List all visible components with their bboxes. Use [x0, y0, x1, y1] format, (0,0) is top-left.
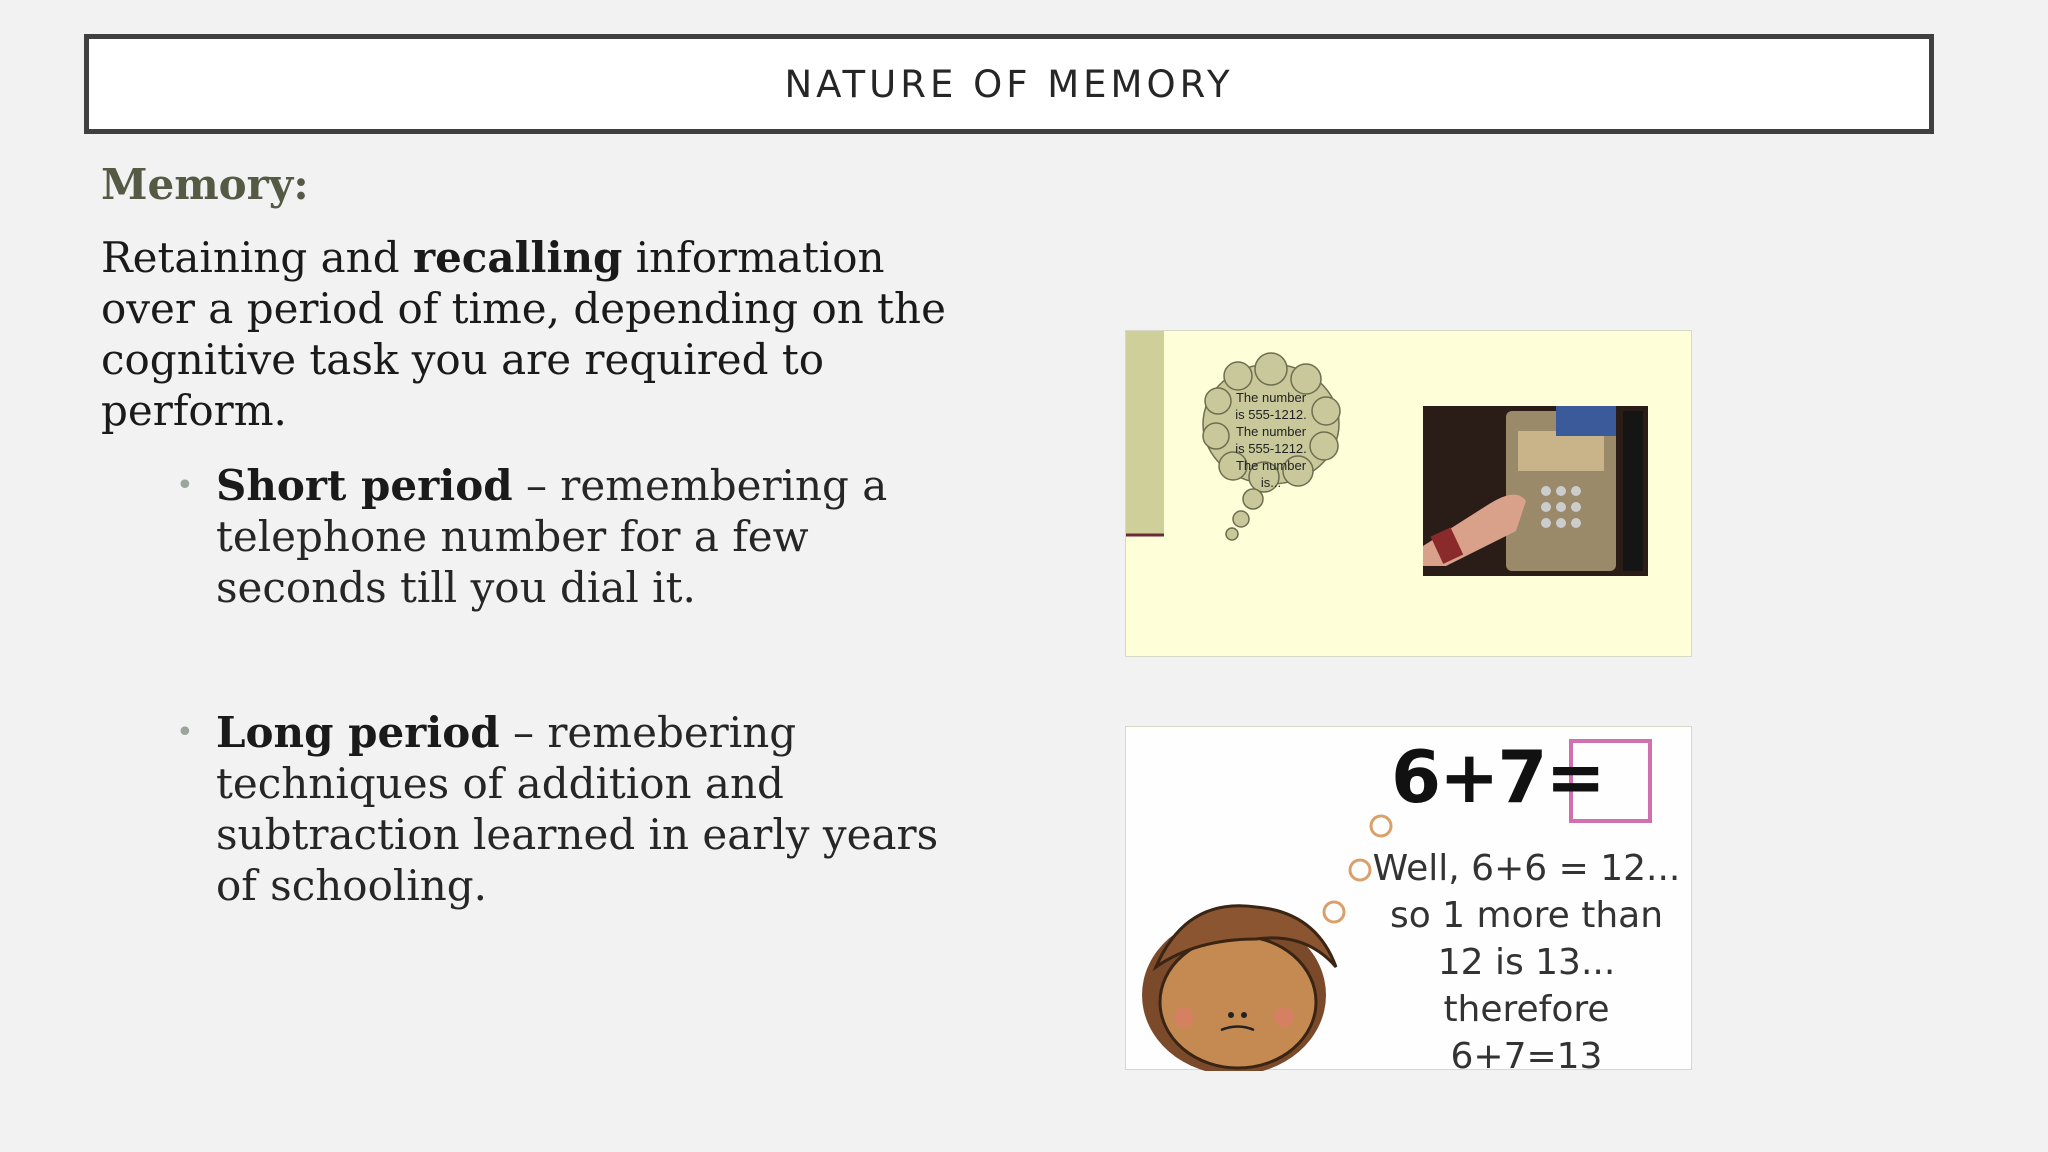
thought-line: The number — [1235, 424, 1307, 439]
thought-line: is 555-1212. — [1235, 407, 1307, 422]
thought-line: The number — [1235, 390, 1307, 405]
bullet-dot-icon: • — [176, 468, 194, 503]
reasoning-line: 12 is 13... — [1437, 942, 1616, 983]
thought-bubble-text — [1223, 389, 1319, 491]
addition-memory-image — [1125, 726, 1692, 1077]
section-heading: Memory: — [101, 160, 309, 209]
bullet-short-period — [176, 460, 976, 613]
thought-line: is... — [1260, 475, 1282, 490]
reasoning-line: so 1 more than — [1389, 895, 1664, 936]
definition-text — [101, 232, 961, 436]
reasoning-line: therefore 6+7=13 — [1443, 989, 1610, 1077]
slide-title: NATURE OF MEMORY — [784, 62, 1234, 106]
bullet-text: – remembering a telephone number for a few seconds till you dial it. — [216, 461, 888, 612]
thought-line: The number — [1235, 458, 1307, 473]
phone-illustration — [1126, 331, 1693, 658]
bullet-dot-icon: • — [176, 715, 194, 750]
bullet-long-period — [176, 707, 976, 911]
bullet-text: – remebering techniques of addition and subtraction learned in early years of schooling. — [216, 708, 939, 910]
child-face-icon — [1142, 906, 1336, 1071]
phone-memory-image — [1125, 330, 1692, 657]
left-strip — [1126, 331, 1164, 535]
bullet-term: Long period — [216, 708, 500, 757]
definition-bold: recalling — [412, 233, 623, 282]
bullet-term: Short period — [216, 461, 513, 510]
equation-text: 6+7= — [1391, 735, 1604, 819]
reasoning-text — [1364, 845, 1689, 1080]
thought-line: is 555-1212. — [1235, 441, 1307, 456]
reasoning-line: Well, 6+6 = 12... — [1372, 848, 1681, 889]
title-box — [84, 34, 1934, 134]
definition-pre: Retaining and — [101, 233, 413, 282]
definition-post: information over a period of time, depending on the cognitive task you are required to perform. — [101, 233, 946, 435]
